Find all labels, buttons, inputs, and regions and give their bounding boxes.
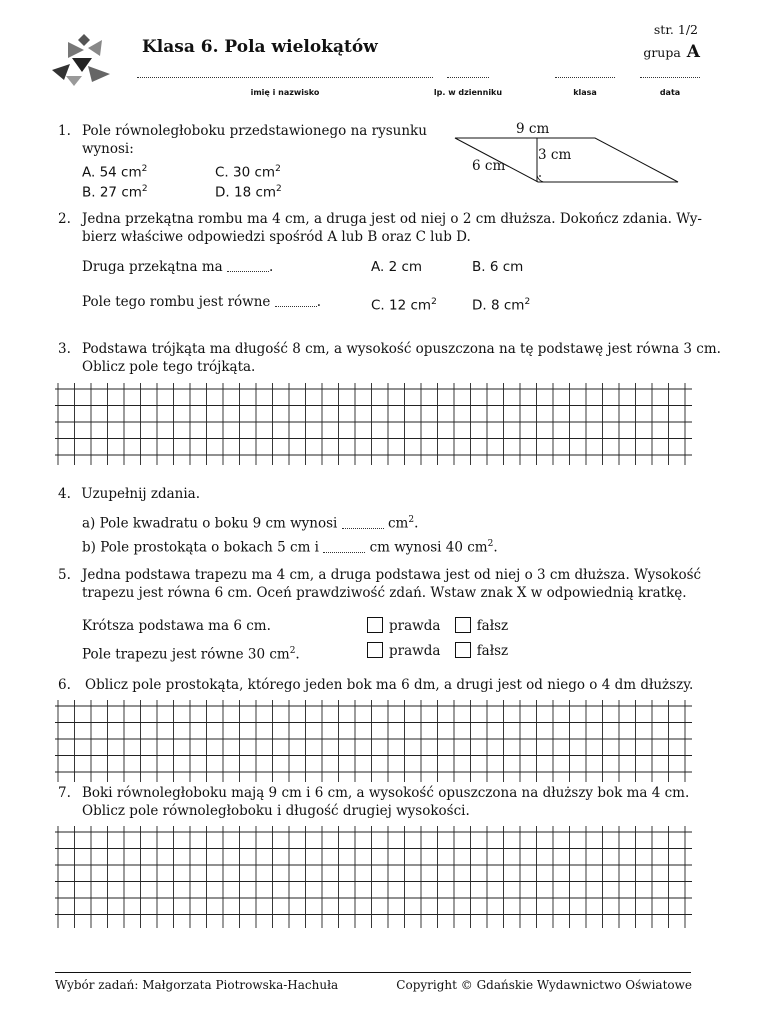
question-text-cont: wynosi: bbox=[82, 141, 134, 157]
answer-1d[interactable]: D. 18 $cm^2$ bbox=[215, 184, 282, 201]
figure-label-top: 9 cm bbox=[516, 121, 550, 137]
question-3 bbox=[58, 340, 721, 375]
question-text-cont: trapezu jest równa 6 cm. Oceń prawdziwość zdań. Wstaw znak X w odpowiednią kratkę. bbox=[82, 585, 687, 601]
blank[interactable] bbox=[275, 305, 317, 307]
statement-5-1: Krótsza podstawa ma 6 cm. bbox=[82, 618, 271, 634]
sentence-2-2: Pole tego rombu jest równe . bbox=[82, 294, 321, 310]
register-number-field[interactable] bbox=[447, 77, 489, 78]
tangram-logo bbox=[48, 30, 114, 88]
question-2 bbox=[58, 210, 702, 245]
true-checkbox[interactable] bbox=[367, 642, 383, 658]
question-1 bbox=[58, 122, 438, 157]
question-text: Jedna przekątna rombu ma 4 cm, a druga jest od niej o 2 cm dłuższa. Dokończ zdania. Wy- bbox=[82, 211, 702, 227]
register-field-label: lp. w dzienniku bbox=[433, 88, 503, 97]
footer-author: Wybór zadań: Małgorzata Piotrowska-Hachuła bbox=[55, 978, 339, 992]
page-number: str. 1/2 bbox=[653, 22, 698, 37]
figure-label-height: 3 cm bbox=[538, 147, 572, 163]
answer-2c[interactable]: C. 12 $cm^2$ bbox=[371, 297, 437, 314]
question-text: Uzupełnij zdania. bbox=[81, 486, 201, 502]
answer-grid-6[interactable] bbox=[55, 700, 692, 782]
question-number: 3. bbox=[58, 341, 71, 357]
question-6 bbox=[58, 676, 698, 694]
group-value: A bbox=[686, 42, 700, 62]
question-number: 2. bbox=[58, 211, 71, 227]
name-field[interactable] bbox=[137, 77, 433, 78]
options-5-1: prawda fałsz bbox=[367, 617, 508, 635]
statement-5-2: Pole trapezu jest równe 30 $cm^2$. bbox=[82, 646, 300, 663]
sentence-4a: a) Pole kwadratu o boku 9 cm wynosi $cm^2$. bbox=[82, 515, 419, 532]
group-label: grupa A bbox=[643, 42, 700, 62]
question-text: Boki równoległoboku mają 9 cm i 6 cm, a wysokość opuszczona na dłuższy bok ma 4 cm. bbox=[82, 785, 690, 801]
question-number: 5. bbox=[58, 567, 71, 583]
false-checkbox[interactable] bbox=[455, 642, 471, 658]
answer-grid-3[interactable] bbox=[55, 383, 692, 465]
answer-1b[interactable]: B. 27 $cm^2$ bbox=[82, 184, 148, 201]
blank[interactable] bbox=[227, 270, 269, 272]
sentence-2-1: Druga przekątna ma . bbox=[82, 259, 274, 275]
question-text-cont: Oblicz pole tego trójkąta. bbox=[82, 359, 256, 375]
question-text: Oblicz pole prostokąta, którego jeden bok ma 6 dm, a drugi jest od niego o 4 dm dłuższy. bbox=[85, 677, 694, 693]
blank[interactable] bbox=[323, 551, 365, 553]
question-number: 1. bbox=[58, 123, 71, 139]
question-7 bbox=[58, 784, 698, 819]
question-text: Jedna podstawa trapezu ma 4 cm, a druga podstawa jest od niej o 3 cm dłuższa. Wysokość bbox=[82, 567, 702, 583]
worksheet-title: Klasa 6. Pola wielokątów bbox=[142, 37, 378, 57]
footer-copyright: Copyright © Gdańskie Wydawnictwo Oświatowe bbox=[396, 978, 692, 992]
sentence-4b: b) Pole prostokąta o bokach 5 cm i cm wynosi 40 $cm^2$. bbox=[82, 539, 498, 556]
answer-1a[interactable]: A. 54 $cm^2$ bbox=[82, 164, 148, 181]
footer-divider bbox=[55, 972, 691, 973]
blank[interactable] bbox=[342, 527, 384, 529]
class-field[interactable] bbox=[555, 77, 615, 78]
answer-2d[interactable]: D. 8 $cm^2$ bbox=[472, 297, 531, 314]
question-4 bbox=[58, 485, 200, 503]
answer-1c[interactable]: C. 30 $cm^2$ bbox=[215, 164, 281, 181]
figure-label-side: 6 cm bbox=[472, 158, 506, 174]
question-text-cont: bierz właściwe odpowiedzi spośród A lub B oraz C lub D. bbox=[82, 229, 471, 245]
class-field-label: klasa bbox=[573, 88, 597, 97]
false-checkbox[interactable] bbox=[455, 617, 471, 633]
true-checkbox[interactable] bbox=[367, 617, 383, 633]
answer-grid-7[interactable] bbox=[55, 826, 692, 928]
question-text-cont: Oblicz pole równoległoboku i długość drugiej wysokości. bbox=[82, 803, 470, 819]
answer-2a[interactable]: A. 2 cm bbox=[371, 259, 423, 275]
date-field[interactable] bbox=[640, 77, 700, 78]
question-text: Podstawa trójkąta ma długość 8 cm, a wysokość opuszczona na tę podstawę jest równa 3 cm. bbox=[82, 341, 721, 357]
question-text: Pole równoległoboku przedstawionego na rysunku bbox=[82, 123, 427, 139]
question-number: 6. bbox=[58, 677, 71, 693]
name-field-label: imię i nazwisko bbox=[250, 88, 320, 97]
options-5-2: prawda fałsz bbox=[367, 642, 508, 660]
answer-2b[interactable]: B. 6 cm bbox=[472, 259, 524, 275]
question-number: 7. bbox=[58, 785, 71, 801]
date-field-label: data bbox=[659, 88, 681, 97]
question-number: 4. bbox=[58, 486, 71, 502]
question-5 bbox=[58, 566, 702, 601]
